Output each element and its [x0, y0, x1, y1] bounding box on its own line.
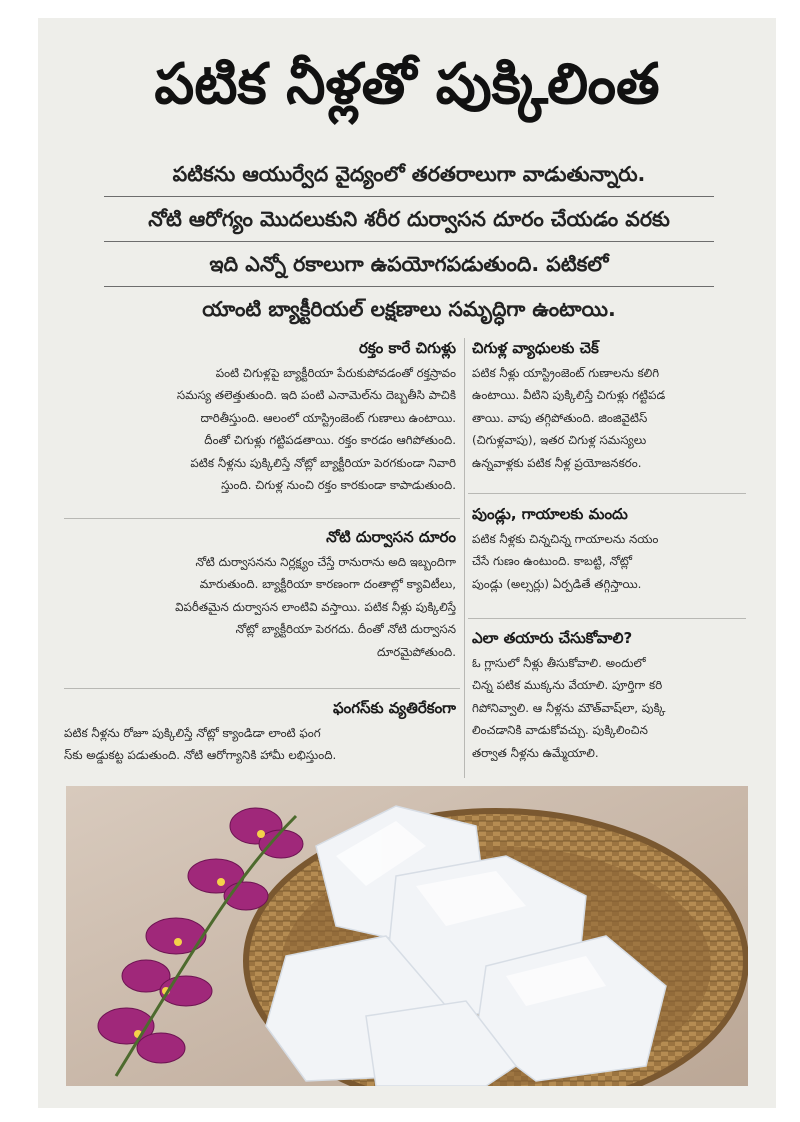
body-line: స్తుంది. చిగుళ్ల నుంచి రక్తం కారకుండా కాపాడుతుంది.: [221, 477, 456, 492]
body-line: మారుతుంది. బ్యాక్టీరియా కారణంగా దంతాల్లో క్యావిటీలు,: [199, 577, 456, 592]
body-line: తర్వాత నీళ్లను ఉమ్మేయాలి.: [472, 745, 599, 760]
body-line: చేసే గుణం ఉంటుంది. కాబట్టి, నోట్లో: [472, 554, 632, 569]
newspaper-page: [38, 18, 776, 1108]
body-line: పటిక నీళ్లను పుక్కిలిస్తే నోట్లో బ్యాక్టీరియా పెరగకుండా నివారి: [190, 455, 456, 470]
section-divider: [468, 618, 746, 619]
alum-basket-photo: [66, 786, 748, 1086]
body-line: పటిక నీళ్లు యాస్ట్రింజెంట్ గుణాలను కలిగి: [472, 366, 660, 380]
section-divider: [64, 688, 460, 689]
section-heading: ఎలా తయారు చేసుకోవాలి?: [472, 629, 633, 647]
body-line: స్‌కు అడ్డుకట్ట పడుతుంది. నోటి ఆరోగ్యానికి హామీ లభిస్తుంది.: [64, 748, 337, 763]
section-bleeding-gums: [64, 334, 456, 496]
section-body: [472, 362, 748, 474]
section-ulcers: [472, 500, 748, 595]
section-how-to-prepare: [472, 624, 748, 764]
intro-line: యాంటి బ్యాక్టీరియల్ లక్షణాలు సమృద్ధిగా ఉంటాయి.: [202, 297, 616, 321]
section-body: [472, 528, 748, 595]
body-line: తాయి. వాపు తగ్గిపోతుంది. జింజివైటిస్: [472, 410, 648, 425]
body-line: దూరమైపోతుంది.: [376, 644, 456, 659]
section-body: [472, 652, 748, 764]
section-gum-diseases: [472, 334, 748, 474]
body-line: నోటి దుర్వాసనను నిర్లక్ష్యం చేస్తే రానురాను అది ఇబ్బందిగా: [195, 555, 456, 569]
section-antifungal: [64, 694, 456, 767]
body-line: దారితీస్తుంది. ఆలంలో యాస్ట్రింజెంట్ గుణాలు ఉంటాయి.: [200, 410, 456, 425]
body-line: చిన్న పటిక ముక్కను వేయాలి. పూర్తిగా కరి: [472, 678, 663, 693]
section-divider: [468, 493, 746, 494]
body-line: పటిక నీళ్లకు చిన్నచిన్న గాయాలను నయం: [472, 532, 659, 546]
column-divider: [464, 338, 465, 778]
section-bad-breath: [64, 523, 456, 663]
body-line: ఉంటాయి. వీటిని పుక్కిలిస్తే చిగుళ్లు గట్టిపడ: [472, 388, 666, 403]
section-heading: ఫంగస్‌కు వ్యతిరేకంగా: [332, 699, 456, 717]
section-heading: పుండ్లు, గాయాలకు మందు: [472, 505, 628, 523]
body-line: విపరీతమైన దుర్వాసన లాంటివి వస్తాయి. పటిక నీళ్లు పుక్కిలిస్తే: [175, 599, 456, 614]
intro-line: పటికను ఆయుర్వేద వైద్యంలో తరతరాలుగా వాడుతున్నారు.: [104, 152, 714, 197]
section-heading: రక్తం కారే చిగుళ్లు: [358, 339, 456, 357]
body-line: ఓ గ్లాసులో నీళ్లు తీసుకోవాలి. అందులో: [472, 656, 646, 670]
body-line: పటిక నీళ్లను రోజూ పుక్కిలిస్తే నోట్లో క్యాండిడా లాంటి ఫంగ: [64, 726, 321, 740]
section-heading: నోటి దుర్వాసన దూరం: [326, 528, 456, 546]
body-line: గిపోనివ్వాలి. ఆ నీళ్లను మౌత్‌వాష్‌లా, పుక్కి: [472, 700, 666, 715]
body-line: సమస్య తలెత్తుతుంది. ఇది పంటి ఎనామెల్‌ను దెబ్బతీసి పాచికి: [176, 388, 456, 403]
section-body: [64, 362, 456, 496]
headline: పటిక నీళ్లతో పుక్కిలింత: [154, 52, 660, 117]
body-line: లించడానికి వాడుకోవచ్చు. పుక్కిలించిన: [472, 723, 648, 738]
alum-photo-illustration: [66, 786, 748, 1086]
section-body: [64, 551, 456, 663]
intro-line: ఇది ఎన్నో రకాలుగా ఉపయోగపడుతుంది. పటికలో: [104, 242, 714, 287]
section-divider: [64, 518, 460, 519]
body-line: పుండ్లు (అల్సర్లు) ఏర్పడితే తగ్గిస్తాయి.: [472, 576, 642, 591]
section-heading: చిగుళ్ల వ్యాధులకు చెక్: [472, 339, 599, 357]
body-line: దీంతో చిగుళ్లు గట్టిపడతాయి. రక్తం కారడం ఆగిపోతుంది.: [204, 433, 456, 448]
intro-line: నోటి ఆరోగ్యం మొదలుకుని శరీర దుర్వాసన దూరం చేయడం వరకు: [104, 197, 714, 242]
section-body: [64, 722, 456, 767]
intro-block: [104, 152, 714, 331]
body-line: ఉన్నవాళ్లకు పటిక నీళ్ల ప్రయోజనకరం.: [472, 455, 642, 470]
body-line: నోట్లో బ్యాక్టీరియా పెరగదు. దీంతో నోటి దుర్వాసన: [235, 622, 456, 637]
body-line: పంటి చిగుళ్లపై బ్యాక్టీరియా పేరుకుపోవడంతో రక్తస్రావం: [215, 366, 456, 380]
body-line: (చిగుళ్లవాపు), ఇతర చిగుళ్ల సమస్యలు: [472, 433, 647, 448]
